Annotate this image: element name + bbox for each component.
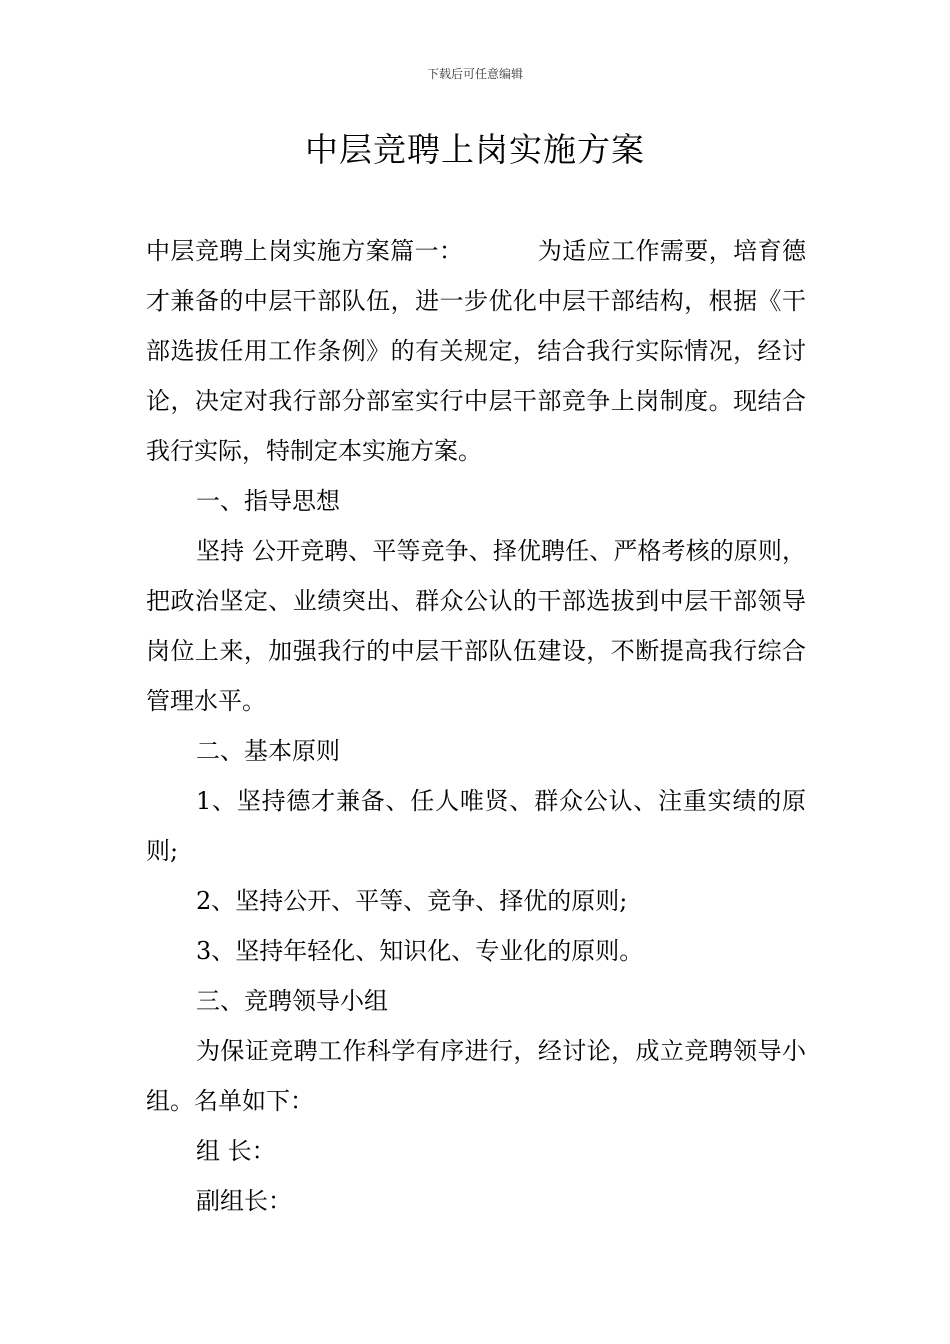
intro-lead: 中层竞聘上岗实施方案篇一： [146, 237, 464, 265]
section-3-body: 为保证竞聘工作科学有序进行，经讨论，成立竞聘领导小组。名单如下： [146, 1037, 806, 1115]
document-body [146, 226, 806, 1226]
section-2-item-1: 1、坚持德才兼备、任人唯贤、群众公认、注重实绩的原则; [146, 787, 806, 865]
section-2-item-2: 2、坚持公开、平等、竞争、择优的原则; [196, 887, 628, 915]
section-3-heading: 三、竞聘领导小组 [196, 987, 388, 1015]
section-1-heading: 一、指导思想 [196, 487, 340, 515]
header-note: 下载后可任意编辑 [426, 67, 523, 81]
intro-text: 为适应工作需要，培育德才兼备的中层干部队伍，进一步优化中层干部结构，根据《干部选拔任用工作条例》的有关规定，结合我行实际情况，经讨论，决定对我行部分部室实行中层干部竞争上岗制度。现结合我行实际，特制定本实施方案。 [146, 237, 807, 465]
deputy-leader-label: 副组长： [196, 1187, 292, 1215]
leader-label: 组 长： [196, 1137, 276, 1165]
intro-paragraph [146, 226, 806, 476]
section-2-heading: 二、基本原则 [196, 737, 340, 765]
document-title: 中层竞聘上岗实施方案 [305, 130, 645, 169]
section-2-item-3: 3、坚持年轻化、知识化、专业化的原则。 [196, 937, 644, 965]
section-1-body: 坚持 公开竞聘、平等竞争、择优聘任、严格考核的原则，把政治坚定、业绩突出、群众公认的干部选拔到中层干部领导岗位上来，加强我行的中层干部队伍建设，不断提高我行综合管理水平。 [146, 537, 806, 715]
